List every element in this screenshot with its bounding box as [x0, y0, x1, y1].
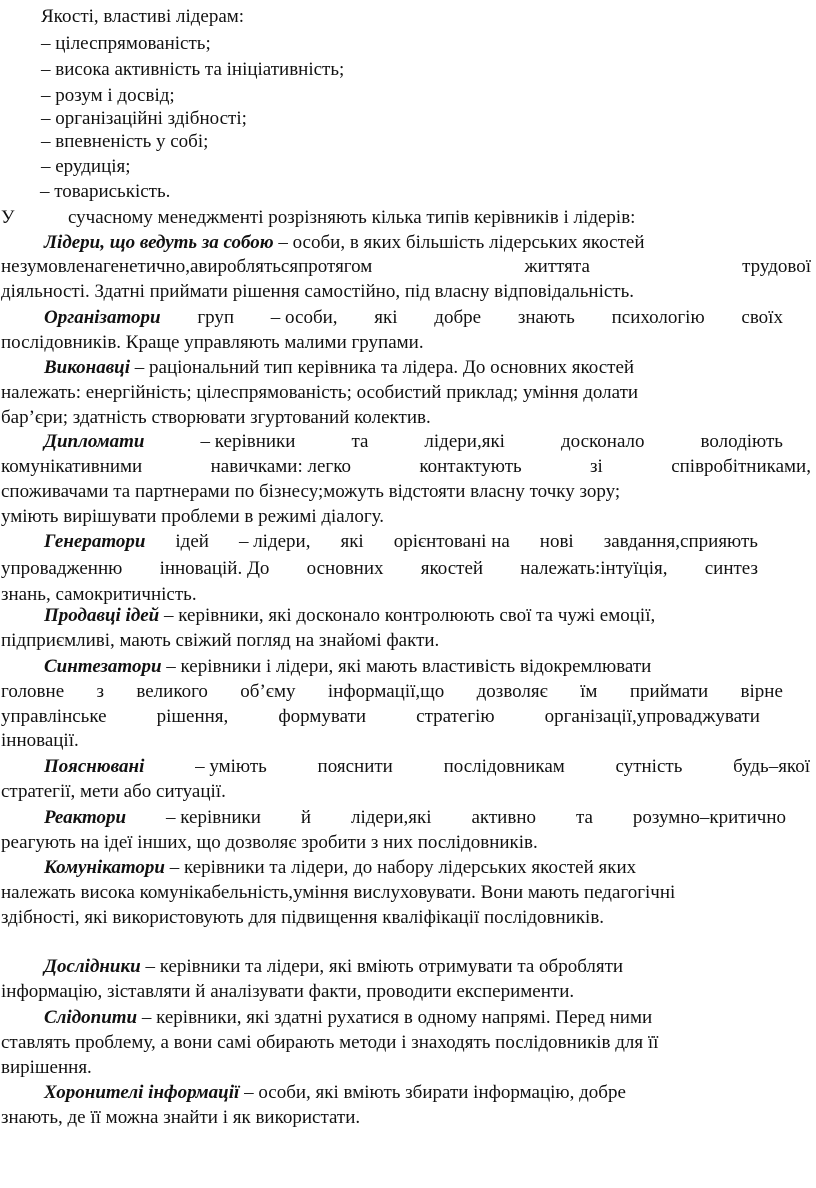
definition-text: бар’єри; здатність створювати згуртований колектив. [1, 407, 431, 428]
leader-type-term: Пояснювані [44, 756, 145, 777]
definition-text: груп [197, 307, 235, 328]
definition-text: діяльності. Здатні приймати рішення самостійно, під власну відповідальність. [1, 281, 635, 302]
definition-text: послідовників. Краще управляють малими групами. [1, 332, 424, 353]
definition-text: – особи, які вміють збирати інформацію, добре [239, 1082, 626, 1103]
definition-line [1, 980, 574, 1004]
definition-text: належать: енергійність; цілеспрямованість; особистий приклад; уміння долати [1, 382, 639, 403]
definition-line [1, 406, 431, 430]
definition-text: психологію [611, 307, 705, 328]
leader-type-term: Генератори [44, 531, 146, 552]
quality-item: – висока активність та ініціативність; [41, 59, 345, 80]
definition-text: інформацію, зіставляти й аналізувати факти, проводити експерименти. [1, 981, 575, 1002]
definition-text: співробітниками, [671, 456, 811, 477]
definition-line [1, 381, 638, 405]
definition-text: упровадженню [1, 558, 123, 579]
definition-text: рішення, [156, 706, 229, 727]
definition-text: – керівники [166, 807, 261, 828]
quality-item: – розум і досвід; [41, 85, 175, 106]
definition-line [1, 680, 783, 704]
definition-text: знають, де її можна знайти і як використати. [1, 1107, 361, 1128]
definition-text: їм [580, 681, 598, 702]
definition-text: ідей [175, 531, 209, 552]
definition-text: належать:інтуїція, [520, 558, 668, 579]
definition-text: лідери,які [351, 807, 432, 828]
leader-type-term: Синтезатори [44, 656, 162, 677]
definition-text: досконало [560, 431, 645, 452]
definition-line [1, 705, 760, 729]
definition-line [1, 1106, 360, 1130]
definition-line [1, 557, 758, 581]
definition-line-first [44, 755, 810, 779]
definition-text: стратегію [416, 706, 495, 727]
definition-text: та [575, 807, 593, 828]
definition-line [1, 881, 675, 905]
definition-text: – лідери, [238, 531, 311, 552]
definition-text: споживачами та партнерами по бізнесу;можуть відстояти власну точку зору; [1, 481, 621, 502]
definition-text: здібності, які використовують для підвищення кваліфікації послідовників. [1, 907, 605, 928]
leader-type-term: Виконавці [44, 357, 131, 378]
leader-type-term: Дипломати [44, 431, 145, 452]
definition-text: стратегії, мети або ситуації. [1, 781, 226, 802]
definition-text: пояснити [317, 756, 393, 777]
definition-text: незумовленагенетично,авироблятьсяпротягом [1, 256, 373, 277]
leader-type-term: Лідери, що ведуть за собою [44, 232, 274, 253]
definition-text: навичками: легко [210, 456, 351, 477]
definition-text: головне [1, 681, 65, 702]
definition-line [1, 1056, 92, 1080]
definition-line-first [44, 806, 786, 830]
definition-text: інновацій. До [159, 558, 270, 579]
definition-text: інновації. [1, 730, 79, 751]
definition-text: будь–якої [733, 756, 810, 777]
definition-text: комунікативними [1, 456, 143, 477]
definition-line [1, 331, 424, 355]
definition-text: активно [471, 807, 536, 828]
definition-text: вірне [740, 681, 783, 702]
definition-text: управлінське [1, 706, 107, 727]
definition-line-first [44, 955, 623, 979]
definition-text: формувати [278, 706, 367, 727]
quality-item: – цілеспрямованість; [41, 33, 211, 54]
leader-type-term: Комунікатори [44, 857, 165, 878]
leader-type-term: Хоронителі інформації [44, 1082, 240, 1103]
leader-type-term: Дослідники [44, 956, 141, 977]
intro-text: сучасному менеджменті розрізняють кілька типів керівників і лідерів: [68, 207, 636, 228]
definition-line-first [44, 306, 783, 330]
definition-text: завдання,сприяють [603, 531, 758, 552]
definition-line [1, 831, 538, 855]
definition-text: підприємливі, мають свіжий погляд на знайомі факти. [1, 630, 440, 651]
definition-text: лідери,які [424, 431, 505, 452]
definition-text: орієнтовані на [393, 531, 510, 552]
definition-text: належать висока комунікабельність,уміння вислуховувати. Вони мають педагогічні [1, 882, 676, 903]
definition-text: сутність [615, 756, 683, 777]
definition-text: – особи, в яких більшість лідерських якостей [273, 232, 645, 253]
definition-line-first [44, 231, 645, 255]
definition-line [1, 906, 604, 930]
definition-line [1, 480, 620, 504]
definition-text: своїх [741, 307, 783, 328]
definition-line-first [44, 530, 758, 554]
definition-text: – раціональний тип керівника та лідера. До основних якостей [130, 357, 635, 378]
definition-text: життята [524, 256, 590, 277]
leader-type-term: Реактори [44, 807, 127, 828]
definition-text: послідовникам [443, 756, 565, 777]
definition-line-first [44, 430, 783, 454]
qualities-heading: Якості, властиві лідерам: [41, 6, 245, 27]
definition-text: – керівники, які здатні рухатися в одному напрямі. Перед ними [137, 1007, 653, 1028]
definition-text: – керівники та лідери, які вміють отримувати та обробляти [140, 956, 624, 977]
definition-text: вирішення. [1, 1057, 92, 1078]
definition-text: – керівники, які досконало контролюють свої та чужі емоції, [159, 605, 656, 626]
definition-line [1, 780, 226, 804]
definition-text: інформації,що [327, 681, 445, 702]
definition-line-first [44, 1081, 626, 1105]
definition-text: які [340, 531, 364, 552]
definition-text: та [351, 431, 369, 452]
definition-text: великого [136, 681, 208, 702]
definition-text: зі [590, 456, 603, 477]
definition-line [1, 455, 811, 479]
quality-item: – впевненість у собі; [41, 131, 209, 152]
definition-text: з [96, 681, 105, 702]
definition-text: уміють вирішувати проблеми в режимі діалогу. [1, 506, 385, 527]
leader-type-term: Продавці ідей [44, 605, 160, 626]
definition-line-first [44, 604, 655, 628]
definition-text: основних [306, 558, 384, 579]
definition-text: й [300, 807, 312, 828]
intro-prefix: У [1, 207, 15, 228]
leader-type-term: Організатори [44, 307, 161, 328]
definition-text: ставлять проблему, а вони самі обирають методи і знаходять послідовників для її [1, 1032, 659, 1053]
definition-text: нові [539, 531, 574, 552]
definition-line [1, 1031, 658, 1055]
definition-text: трудової [742, 256, 811, 277]
definition-line-first [44, 1006, 652, 1030]
leader-type-term: Слідопити [44, 1007, 138, 1028]
definition-text: – особи, [270, 307, 338, 328]
definition-text: контактують [419, 456, 522, 477]
definition-line-first [44, 856, 636, 880]
definition-text: дозволяє [476, 681, 548, 702]
definition-text: синтез [704, 558, 758, 579]
quality-item: – організаційні здібності; [41, 108, 247, 129]
definition-text: – керівники і лідери, які мають властивість відокремлювати [161, 656, 652, 677]
definition-text: – уміють [195, 756, 267, 777]
definition-text: – керівники та лідери, до набору лідерських якостей яких [164, 857, 637, 878]
definition-text: якостей [420, 558, 484, 579]
definition-line [1, 255, 811, 279]
definition-text: які [374, 307, 398, 328]
definition-line [1, 280, 634, 304]
definition-text: об’єму [240, 681, 296, 702]
definition-line-first [44, 655, 651, 679]
definition-text: володіють [700, 431, 783, 452]
definition-text: організації,упроваджувати [544, 706, 760, 727]
definition-text: розумно–критично [632, 807, 786, 828]
definition-text: приймати [629, 681, 709, 702]
definition-line [1, 729, 79, 753]
definition-line-first [44, 356, 634, 380]
definition-text: знають [517, 307, 575, 328]
definition-text: знань, самокритичність. [1, 584, 197, 605]
definition-line [1, 629, 439, 653]
quality-item: – ерудиція; [41, 156, 131, 177]
quality-item: – товариськість. [40, 181, 171, 202]
definition-line [1, 505, 384, 529]
definition-text: – керівники [200, 431, 296, 452]
definition-text: реагують на ідеї інших, що дозволяє зробити з них послідовників. [1, 832, 538, 853]
definition-text: добре [434, 307, 482, 328]
